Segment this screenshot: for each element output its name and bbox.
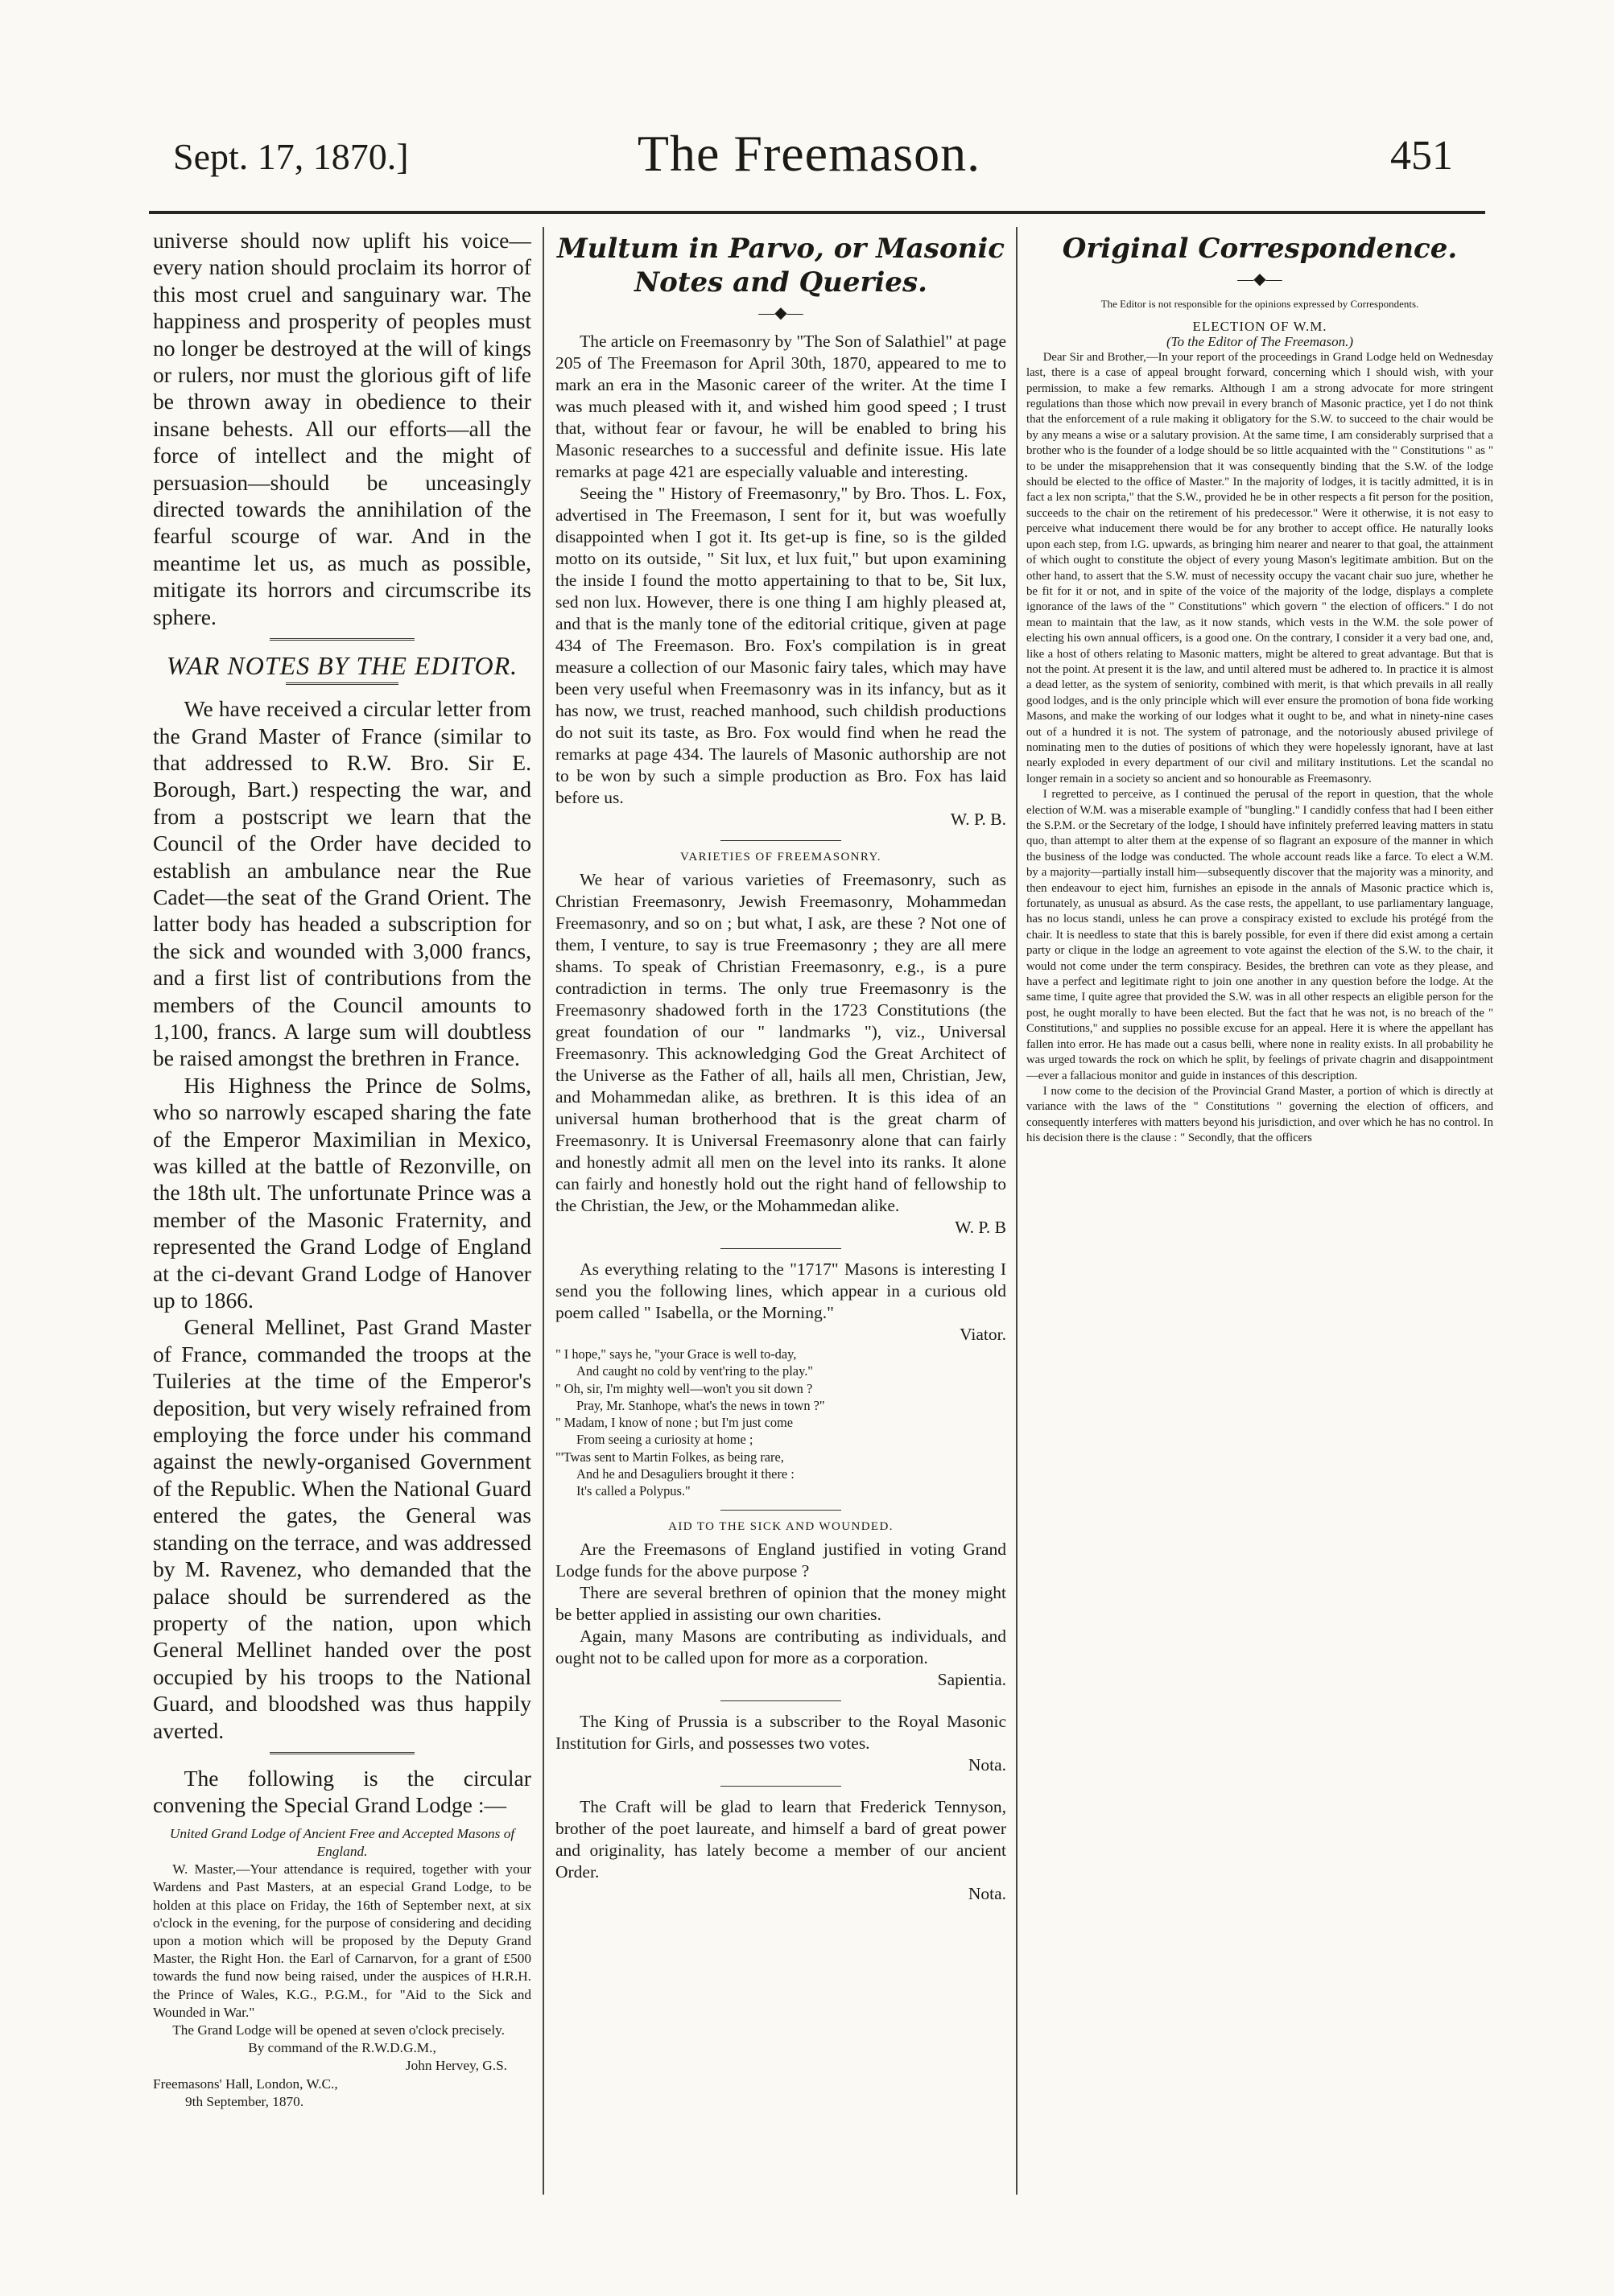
column-1 <box>153 227 531 2200</box>
notes-paragraph: We hear of various varieties of Freemasonry, such as Christian Freemasonry, Jewish Freemasonry, Mohammedan Freemasonry, and so on ; but what, I ask, are these ? Not one of them, I venture, to say is true Freemasonry ; they are all mere shams. To speak of Christian Freemasonry, e.g., is a pure contradiction in terms. The only true Freemasonry is the Freemasonry shadowed forth in the 1723 Constitutions (the great foundation of our " landmarks "), viz., Universal Freemasonry. This acknowledging God the Great Architect of the Universe as the Father of all, hails all men, Christian, Jew, and Mohammedan alike, as brethren. It is this idea of an universal human brotherhood that is the great charm of Freemasonry. It is Universal Freemasonry alone that can fairly and honestly admit all men on the level into its ranks. It alone can fairly and honestly hold out the right hand of fellowship to the Christian, the Jew, or the Mohammedan alike. <box>555 870 1006 1215</box>
letter-paragraph: I regretted to perceive, as I continued the perusal of the report in question, that the whole election of W.M. was a miserable example of "bungling." I candidly confess that had I been either the S.P.M. or the Secretary of the lodge, I should have infinitely preferred leaving matters in statu quo, than attempt to alter them at the expense of so flagrant an exposure of the manner in which the business of the lodge was conducted. The whole account reads like a farce. To elect a W.M. by a majority—partially install him—subsequently discover that the majority was a minority, and then endeavour to eject him, furnishes an episode in the annals of Masonic practice which is, fortunately, as unusual as absurd. As the case rests, the appellant, to use parliamentary language, has no locus standi, unless he can prove a conspiracy existed to exclude his protégé from the chair. It is needless to state that this is barely possible, for even if there did exist among a certain party or clique in the lodge an agreement to vote against the election of the S.W. to the chair, it would not come under the term conspiracy. Besides, the brethren can vote as they please, and have a perfect and legitimate right to join one another in any question before the lodge. At the same time, I quite agree that provided the S.W. was in all other respects an eligible person for the post, he ought morally to have been elected. But the fact that he was not, is no breach of the " Constitutions," and supplies no possible excuse for an appeal. Here it is where the appellant has fallen into error. He has made out a casus belli, where none in reality exists. In all probability he was urged towards the rock on which he split, by feelings of private chagrin and disappointment—ever a fallacious monitor and guide in instances of this description. <box>1026 788 1493 1082</box>
poem-line: "'Twas sent to Martin Folkes, as being rare, <box>555 1449 784 1465</box>
newspaper-title: The Freemason. <box>637 125 981 182</box>
notes-paragraph: As everything relating to the "1717" Masons is interesting I send you the following lines, which appear in a curious old poem called " Isabella, or the Morning." <box>555 1259 1006 1322</box>
ornament: —◆— <box>1237 270 1282 288</box>
letter-title: ELECTION OF W.M. <box>1192 319 1327 334</box>
notes-paragraph: The article on Freemasonry by "The Son of Salathiel" at page 205 of The Freemason for April 30th, 1870, appeared to me to mark an era in the Masonic career of the writer. At the time I was much pleased with it, and wished him good speed ; I trust that, without fear or favour, he will be enabled to bring his Masonic researches to a successful and definite issue. His late remarks at page 421 are especially valuable and interesting. <box>555 332 1006 481</box>
poem-line: And he and Desaguliers brought it there : <box>576 1466 795 1482</box>
poem-line: " Oh, sir, I'm mighty well—won't you sit down ? <box>555 1380 813 1396</box>
signature: Sapientia. <box>937 1669 1006 1689</box>
circular-signer: John Hervey, G.S. <box>405 2058 507 2074</box>
masthead-rule <box>149 211 1485 214</box>
correspondence-title: Original Correspondence. <box>1062 233 1458 265</box>
poem-line: Pray, Mr. Stanhope, what's the news in town ?" <box>576 1397 825 1413</box>
poem-line: " Madam, I know of none ; but I'm just come <box>555 1415 794 1431</box>
poem-line: From seeing a curiosity at home ; <box>576 1432 753 1448</box>
notes-paragraph: Again, many Masons are contributing as individuals, and ought not to be called upon for more as a corporation. <box>555 1626 1006 1667</box>
circular-opening-time: The Grand Lodge will be opened at seven o'clock precisely. <box>172 2022 505 2038</box>
column-divider <box>543 227 544 2195</box>
separator-rule <box>720 1248 841 1249</box>
poem-line: And caught no cold by vent'ring to the play." <box>576 1363 813 1379</box>
circular-place: Freemasons' Hall, London, W.C., <box>153 2075 338 2092</box>
column-divider <box>1016 227 1018 2195</box>
poem-line: It's called a Polypus." <box>576 1483 691 1499</box>
circular-date: 9th September, 1870. <box>185 2093 304 2109</box>
notes-paragraph: The Craft will be glad to learn that Frederick Tennyson, brother of the poet laureate, and himself a bard of great power and originality, has lately become a member of our ancient Order. <box>555 1796 1006 1882</box>
separator-rule <box>720 1786 841 1787</box>
separator-rule <box>720 1510 841 1511</box>
war-notes-paragraph: We have received a circular letter from the Grand Master of France (similar to that addressed to R.W. Bro. Sir E. Borough, Bart.) respecting the war, and from a postscript we learn that the Council of the Order have decided to establish an ambulance near the Rue Cadet—the seat of the Grand Orient. The latter body has headed a subscription for the sick and wounded with 3,000 francs, and a first list of contributions from the members of the Council amounts to 1,100, francs. A large sum will doubtless be raised amongst the brethren in France. <box>153 696 531 1071</box>
ornament: —◆— <box>758 304 803 322</box>
war-notes-paragraph: His Highness the Prince de Solms, who so narrowly escaped sharing the fate of the Emperor Maximilian in Mexico, was killed at the battle of Rezonville, on the 18th ult. The unfortunate Prince was a member of the Masonic Fraternity, and represented the Grand Lodge of England at the ci-devant Grand Lodge of Hanover up to 1866. <box>153 1072 531 1313</box>
war-notes-paragraph: General Mellinet, Past Grand Master of France, commanded the troops at the Tuileries at the time of the Emperor's deposition, but very wisely refrained from employing the force under his command against the newly-organised Government of the Republic. When the National Guard entered the gates, the General was standing on the terrace, and was addressed by M. Ravenez, who demanded that the palace should be surrendered as the property of the nation, upon which General Mellinet handed over the post occupied by his troops to the National Guard, and bloodshed was thus happily averted. <box>153 1314 531 1743</box>
separator-rule <box>720 840 841 841</box>
circular-heading: United Grand Lodge of Ancient Free and Accepted Masons of England. <box>169 1825 515 1859</box>
column-3 <box>1026 227 1493 2200</box>
letter-paragraph: Dear Sir and Brother,—In your report of the proceedings in Grand Lodge held on Wednesday last, there is a case of appeal brought forward, concerning which I should wish, with your permission, to make a few remarks. Although I am a strong advocate for more stringent regulations than those which now prevail in every branch of Masonic practice, yet I do not think that the enforcement of a rule making it obligatory for the S.W. to succeed to the chair would be by any means a wise or a salutary provision. At the same time, I am considerably surprised that a brother who is the founder of a lodge should be so little acquainted with the " Constitutions " as " to be under the misapprehension that it was consequently binding that the S.W. of the lodge should be elected to the office of Master." In the majority of lodges, it is tacitly admitted, it is in fact a lex non scripta," that the S.W., provided he be in other respects a fit person for the position, succeeds to the chair on the retirement of his predecessor." Were it otherwise, it is not easy to perceive what inducement there would be for any brother to accept office. He naturally looks upon each step, from I.G. upwards, as bringing him nearer and nearer to that goal, the attainment of which ought to constitute the object of every young Mason's legitimate ambition. But on the other hand, to assert that the S.W. must of necessity occupy the vacant chair suo jure, whether he be fit for it or not, and in spite of the voice of the majority of the lodge, displays a complete ignorance of the laws of the " Constitutions" which govern " the election of officers." I do not mean to maintain that the law, as it now stands, which vests in the W.M. the sole power of electing his own annual officers, is a good one. On the contrary, I consider it a very bad one, and, like a host of others relating to Masonic matters, might be altered to great advantage. But that is not the point. At present it is the law, and until altered must be adhered to. In practice it is almost a dead letter, as the system of seniority, combined with merit, is that which prevails in all really good lodges, and is the only principle which will ever ensure the promotion of bona fide working Masons, and make the working of our lodges what it ought to be, and what in ninety-nine cases out of a hundred it is not. The system of patronage, and the notoriously abused privilege of nominating men to the duties of positions of which they were hopelessly ignorant, have at last nearly exploded in every department of our civil and military institutions. Let the scandal no longer remain in a society so ancient and so honourable as Freemasonry. <box>1026 350 1493 785</box>
article-continuation: universe should now uplift his voice—every nation should proclaim its horror of this most cruel and sanguinary war. The happiness and prosperity of peoples must no longer be destroyed at the will of kings or rulers, nor must the glorious gift of life be thrown away in obedience to their insane behests. All our efforts—all the force of intellect and the might of persuasion—should be unceasingly directed towards the annihilation of the fearful scourge of war. And in the meantime let us, as much as possible, mitigate its horrors and circumscribe its sphere. <box>153 228 531 629</box>
section-rule <box>270 1752 415 1757</box>
signature: W. P. B <box>955 1218 1006 1237</box>
signature: Nota. <box>968 1883 1006 1903</box>
notes-paragraph: Seeing the " History of Freemasonry," by Bro. Thos. L. Fox, advertised in The Freemason, I sent for it, but was woefully disappointed when I got it. Its get-up is fine, so is the gilded motto on its outside, " Sit lux, et lux fuit," but upon examining the inside I found the motto appertaining to that to be, Sit lux, sed non lux. However, there is one thing I am highly pleased at, and that is the manly tone of the editorial critique, given at page 434 of The Freemason. Bro. Fox's compilation is in great measure a collection of our Masonic fairy tales, which may have been very useful when Freemasonry was in its infancy, but as it has now, we trust, reached manhood, such childish productions do not suit its taste, as Bro. Fox would find when he read the remarks at page 434. The laurels of Masonic authorship are not to be won by such a simple production as Bro. Fox has laid before us. <box>555 484 1006 807</box>
war-notes-title: WAR NOTES BY THE EDITOR. <box>166 651 518 681</box>
notes-paragraph: Are the Freemasons of England justified in voting Grand Lodge funds for the above purpose ? <box>555 1539 1006 1581</box>
page-number: 451 <box>1390 133 1453 179</box>
signature: Nota. <box>968 1754 1006 1775</box>
letter-paragraph: I now come to the decision of the Provincial Grand Master, a portion of which is directly at variance with the laws of the " Constitutions " governing the election of officers, and consequently interferes with matters beyond his jurisdiction, and over which he has no control. In his decision there is the clause : " Secondly, that the officers <box>1026 1084 1493 1145</box>
subsection-heading: AID TO THE SICK AND WOUNDED. <box>668 1519 894 1533</box>
masthead <box>149 121 1469 209</box>
notes-paragraph: There are several brethren of opinion that the money might be better applied in assisting our own charities. <box>555 1582 1006 1624</box>
notes-paragraph: The King of Prussia is a subscriber to the Royal Masonic Institution for Girls, and possesses two votes. <box>555 1711 1006 1753</box>
section-rule <box>270 638 415 643</box>
circular-intro: The following is the circular convening the Special Grand Lodge :— <box>153 1765 531 1818</box>
notes-queries-title: Multum in Parvo, or Masonic Notes and Queries. <box>557 233 1005 299</box>
column-2 <box>555 227 1006 2200</box>
signature: W. P. B. <box>950 810 1006 829</box>
circular-by-command: By command of the R.W.D.G.M., <box>248 2040 436 2056</box>
letter-addressee: (To the Editor of The Freemason.) <box>1166 334 1353 350</box>
title-rule <box>286 682 398 687</box>
poem-line: " I hope," says he, "your Grace is well to-day, <box>555 1346 797 1362</box>
signature: Viator. <box>960 1325 1006 1344</box>
editor-disclaimer: The Editor is not responsible for the opinions expressed by Correspondents. <box>1100 298 1419 310</box>
poem-excerpt <box>555 1346 1006 1500</box>
subsection-heading: VARIETIES OF FREEMASONRY. <box>680 851 881 864</box>
circular-body: W. Master,—Your attendance is required, together with your Wardens and Past Masters, at an especial Grand Lodge, to be holden at this place on Friday, the 16th of September next, at six o'clock in the evening, for the purpose of considering and deciding upon a motion which will be proposed by the Deputy Grand Master, the Right Hon. the Earl of Carnarvon, for a grant of £500 towards the fund now being raised, under the auspices of H.R.H. the Prince of Wales, K.G., P.G.M., for "Aid to the Sick and Wounded in War." <box>153 1861 531 2020</box>
separator-rule <box>720 1700 841 1701</box>
issue-date: Sept. 17, 1870.] <box>173 136 409 177</box>
